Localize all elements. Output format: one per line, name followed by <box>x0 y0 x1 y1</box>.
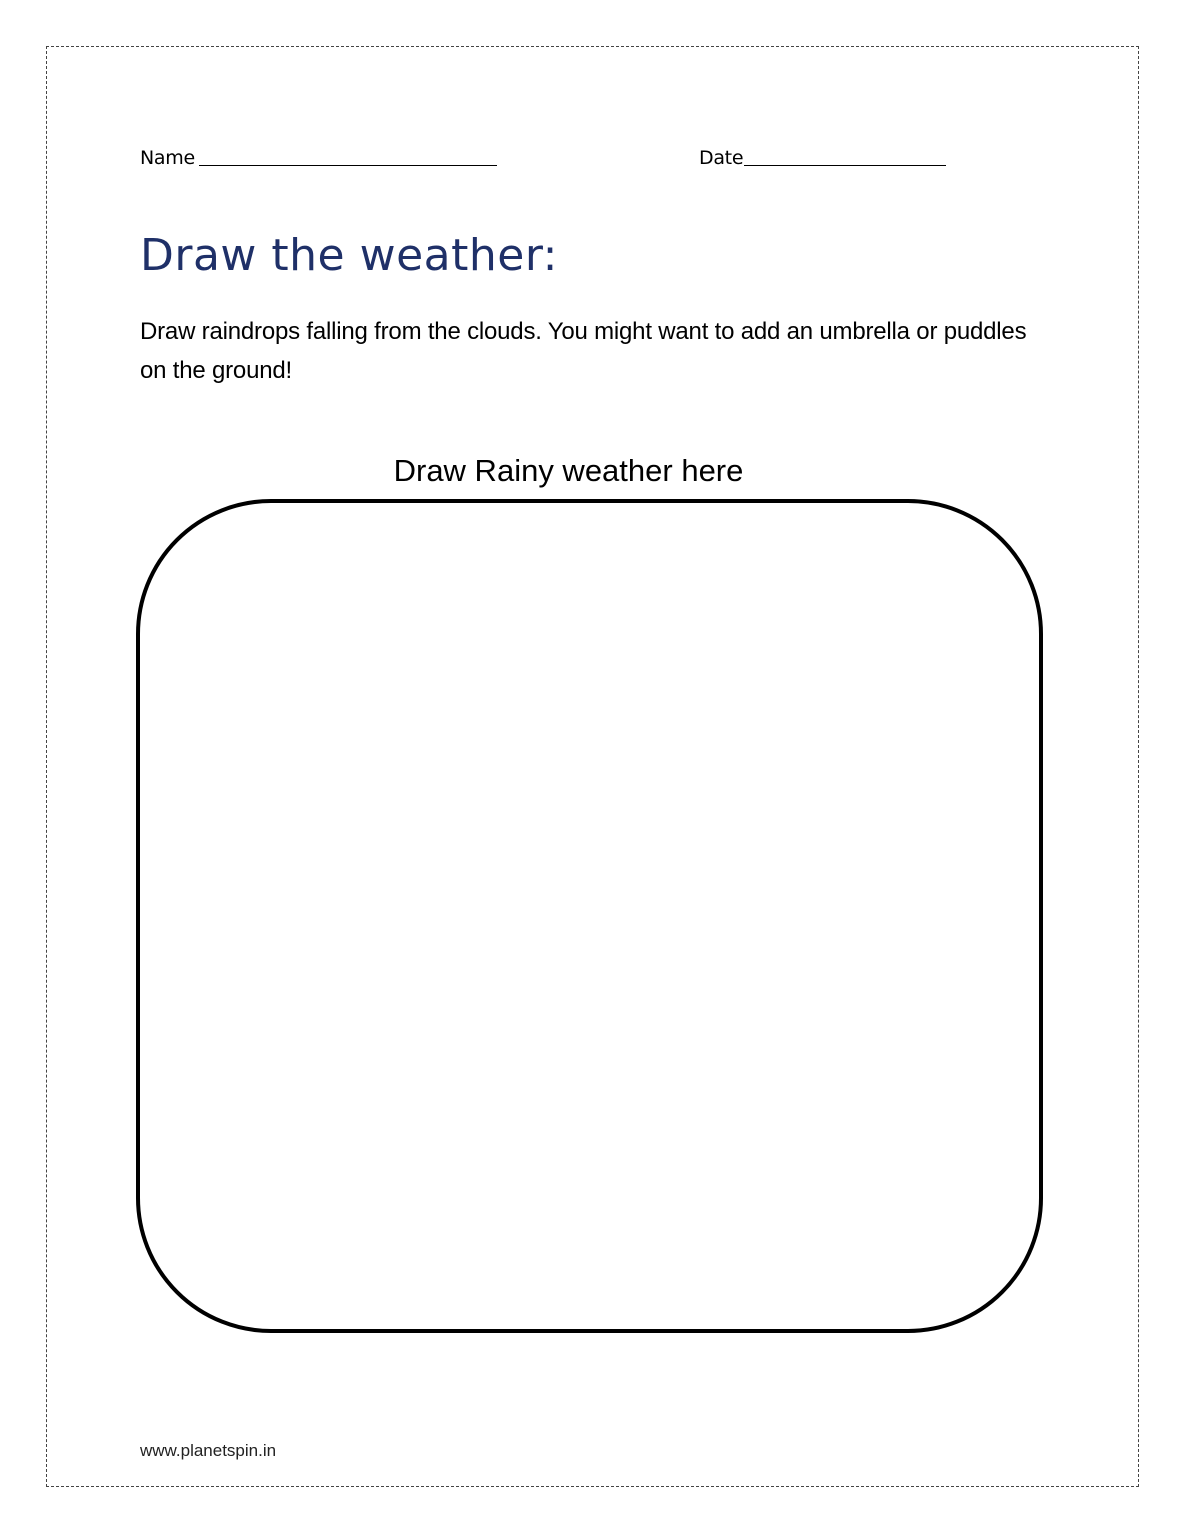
drawing-area-box[interactable] <box>136 499 1043 1333</box>
name-field <box>140 143 497 169</box>
date-blank-line[interactable] <box>744 145 946 166</box>
page-title: Draw the weather: <box>140 230 558 281</box>
date-field <box>699 143 946 169</box>
date-label: Date <box>699 147 744 169</box>
name-blank-line[interactable] <box>199 145 497 166</box>
name-label: Name <box>140 147 195 169</box>
footer-website: www.planetspin.in <box>140 1441 277 1460</box>
drawing-area-label: Draw Rainy weather here <box>393 453 744 488</box>
instructions-text: Draw raindrops falling from the clouds. You might want to add an umbrella or puddles on the ground! <box>140 318 1027 384</box>
